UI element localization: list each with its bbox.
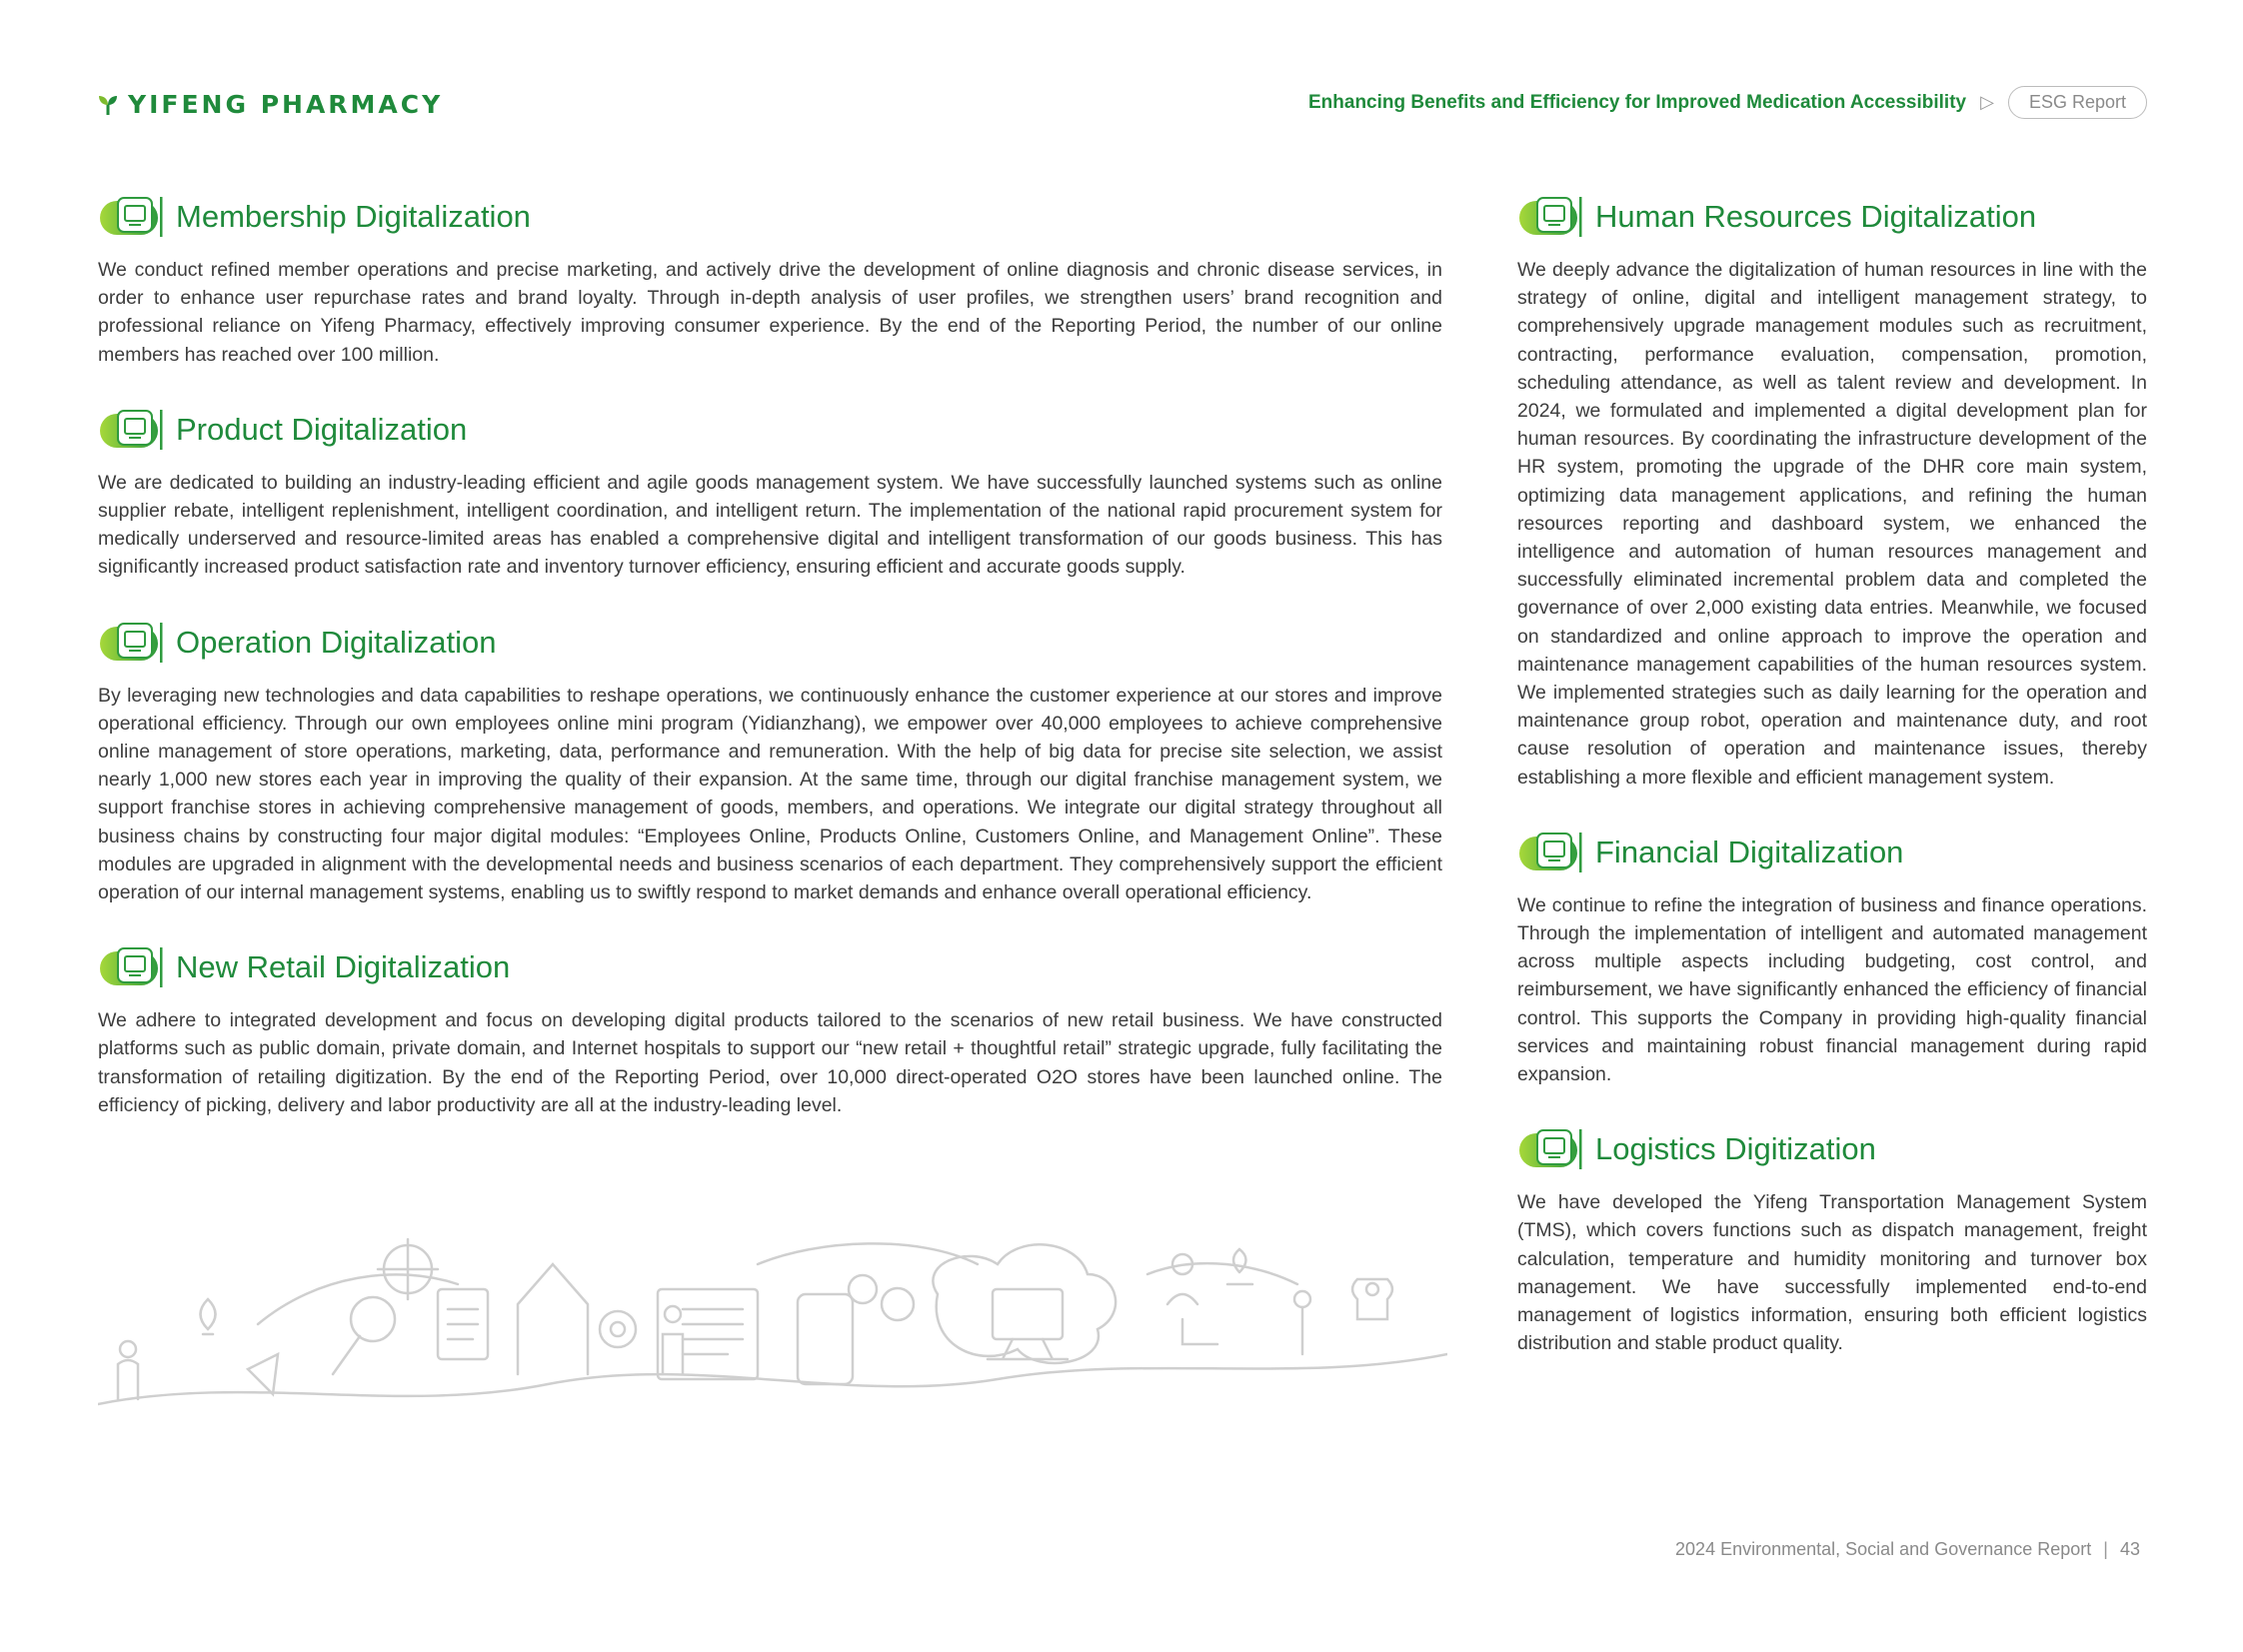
section-heading (1517, 827, 2147, 877)
page-number: 43 (2119, 1539, 2140, 1559)
section-membership-digitalization (98, 192, 1442, 369)
brand-logo (98, 90, 443, 119)
chapter-title: Enhancing Benefits and Efficiency for Improved Medication Accessibility (1308, 91, 1967, 113)
report-tag: ESG Report (2008, 86, 2147, 119)
retail-store-icon (98, 945, 164, 989)
section-body: We adhere to integrated development and focus on developing digital products tailored to the scenarios of new retail business. We have constructed platforms such as public domain, private domain, and Internet hospitals to support our “new retail + thoughtful retail” strategic upgrade, fully facilitating the transformation of retailing digitization. By the end of the Reporting Period, over 10,000 direct-operated O2O stores have been launched online. The efficiency of picking, delivery and labor productivity are all at the industry-leading level. (98, 1009, 1442, 1116)
footer-divider: | (2103, 1539, 2108, 1559)
logistics-gear-icon (1517, 1127, 1583, 1171)
section-heading (1517, 192, 2147, 242)
section-badge (98, 408, 164, 452)
section-body: By leveraging new technologies and data capabilities to reshape operations, we continuously enhance the customer experience at our stores and improve operational efficiency. Through our own employees online mini program (Yidianzhang), we empower over 40,000 employees to achieve comprehensive online management of store operations, marketing, data, performance and remuneration. With the help of big data for precise site selection, we assist nearly 1,000 new stores each year in improving the quality of their expansion. At the same time, through our digital franchise management system, we support franchise stores in achieving comprehensive management of goods, members, and operations. We integrate our digital strategy throughout all business chains by constructing four major digital modules: “Employees Online, Products Online, Customers Online, and Management Online”. These modules are upgraded in alignment with the developmental needs and business scenarios of each department. They comprehensively support the efficient operation of our internal management systems, enabling us to swiftly respond to market demands and enhance overall operational efficiency. (98, 684, 1442, 904)
page-footer (1675, 1539, 2140, 1560)
section-title: Operation Digitalization (176, 624, 497, 660)
section-title: Logistics Digitization (1595, 1131, 1876, 1167)
left-column (98, 192, 1442, 1155)
section-title: New Retail Digitalization (176, 949, 511, 985)
product-box-icon (98, 408, 164, 452)
people-screen-icon (1517, 195, 1583, 239)
section-human-resources-digitalization (1517, 192, 2147, 792)
finance-coin-icon (1517, 830, 1583, 874)
person-head-icon (120, 1341, 136, 1357)
section-title: Financial Digitalization (1595, 833, 1904, 869)
member-card-icon (98, 195, 164, 239)
section-body: We conduct refined member operations and precise marketing, and actively drive the development of online diagnosis and chronic disease services, in order to enhance user repurchase rates and brand loyalty. Through in-depth analysis of user profiles, we strengthen users’ brand recognition and professional reliance on Yifeng Pharmacy, effectively improving consumer experience. By the end of the Reporting Period, the number of our online members has reached over 100 million. (98, 259, 1442, 366)
upload-arrow-icon (518, 1264, 588, 1374)
section-heading (98, 618, 1442, 668)
section-badge (98, 945, 164, 989)
operation-monitor-icon (98, 621, 164, 665)
section-badge (1517, 830, 1583, 874)
digital-lineart-illustration (98, 1234, 1447, 1414)
leaf-logo-icon (98, 94, 118, 116)
section-heading (98, 192, 1442, 242)
report-name: 2024 Environmental, Social and Governance Report (1675, 1539, 2092, 1559)
section-operation-digitalization (98, 618, 1442, 907)
section-product-digitalization (98, 405, 1442, 582)
monitor-icon (993, 1289, 1063, 1339)
section-body: We have developed the Yifeng Transportation Management System (TMS), which covers functions such as dispatch management, freight calculation, temperature and humidity monitoring and turnover box management. We have successfully implemented end-to-end management of logistics information, ensuring both efficient logistics distribution and stable product quality. (1517, 1191, 2147, 1355)
section-logistics-digitization (1517, 1124, 2147, 1357)
logo-text: YIFENG PHARMACY (128, 90, 444, 119)
section-badge (98, 621, 164, 665)
section-badge (1517, 195, 1583, 239)
section-body: We deeply advance the digitalization of human resources in line with the strategy of online, digital and intelligent management strategy, to comprehensively upgrade management modules such as recruitment, contracting, performance evaluation, compensation, promotion, scheduling attendance, as well as talent review and development. In 2024, we formulated and implemented a digital development plan for human resources. By coordinating the infrastructure development of the HR system, promoting the upgrade of the DHR core main system, optimizing data management applications, and refining the human resources reporting and dashboard system, we enhanced the intelligence and automation of human resources management and successfully eliminated incremental problem data and completed the governance of over 2,000 existing data entries. Meanwhile, we focused on standardized and online approach to improve the operation and maintenance management capabilities of the human resources system. We implemented strategies such as daily learning for the operation and maintenance group robot, operation and maintenance duty, and root cause resolution of operation and maintenance issues, thereby establishing a more flexible and efficient management system. (1517, 259, 2147, 789)
phone-icon (798, 1294, 853, 1384)
section-title: Membership Digitalization (176, 199, 531, 234)
section-title: Human Resources Digitalization (1595, 199, 2037, 234)
section-badge (1517, 1127, 1583, 1171)
page-header (1308, 86, 2147, 119)
section-heading (98, 405, 1442, 455)
section-heading (1517, 1124, 2147, 1174)
section-title: Product Digitalization (176, 411, 468, 447)
paper-plane-icon (248, 1354, 278, 1394)
lightbulb-icon (1366, 1283, 1378, 1295)
section-new-retail-digitalization (98, 942, 1442, 1119)
section-body: We continue to refine the integration of business and finance operations. Through the implementation of intelligent and automated management across multiple aspects including budgeting, cost control, and reimbursement, we have significantly enhanced the efficiency of financial control. This supports the Company in providing high-quality financial services and maintaining robust financial management during rapid expansion. (1517, 893, 2147, 1086)
gear-icon (600, 1311, 636, 1347)
section-body: We are dedicated to building an industry-leading efficient and agile goods management system. We have successfully launched systems such as online supplier rebate, intelligent replenishment, intelligent coordination, and intelligent return. The implementation of the national rapid procurement system for medically underserved and resource-limited areas has enabled a comprehensive digital and intelligent transformation of our goods business. This has significantly increased product satisfaction rate and inventory turnover efficiency, ensuring efficient and accurate goods supply. (98, 471, 1442, 579)
right-column (1517, 192, 2147, 1394)
section-badge (98, 195, 164, 239)
section-financial-digitalization (1517, 827, 2147, 1088)
section-heading (98, 942, 1442, 992)
triangle-arrow-icon: ▷ (1980, 92, 1994, 112)
magnifier-icon (351, 1297, 395, 1341)
